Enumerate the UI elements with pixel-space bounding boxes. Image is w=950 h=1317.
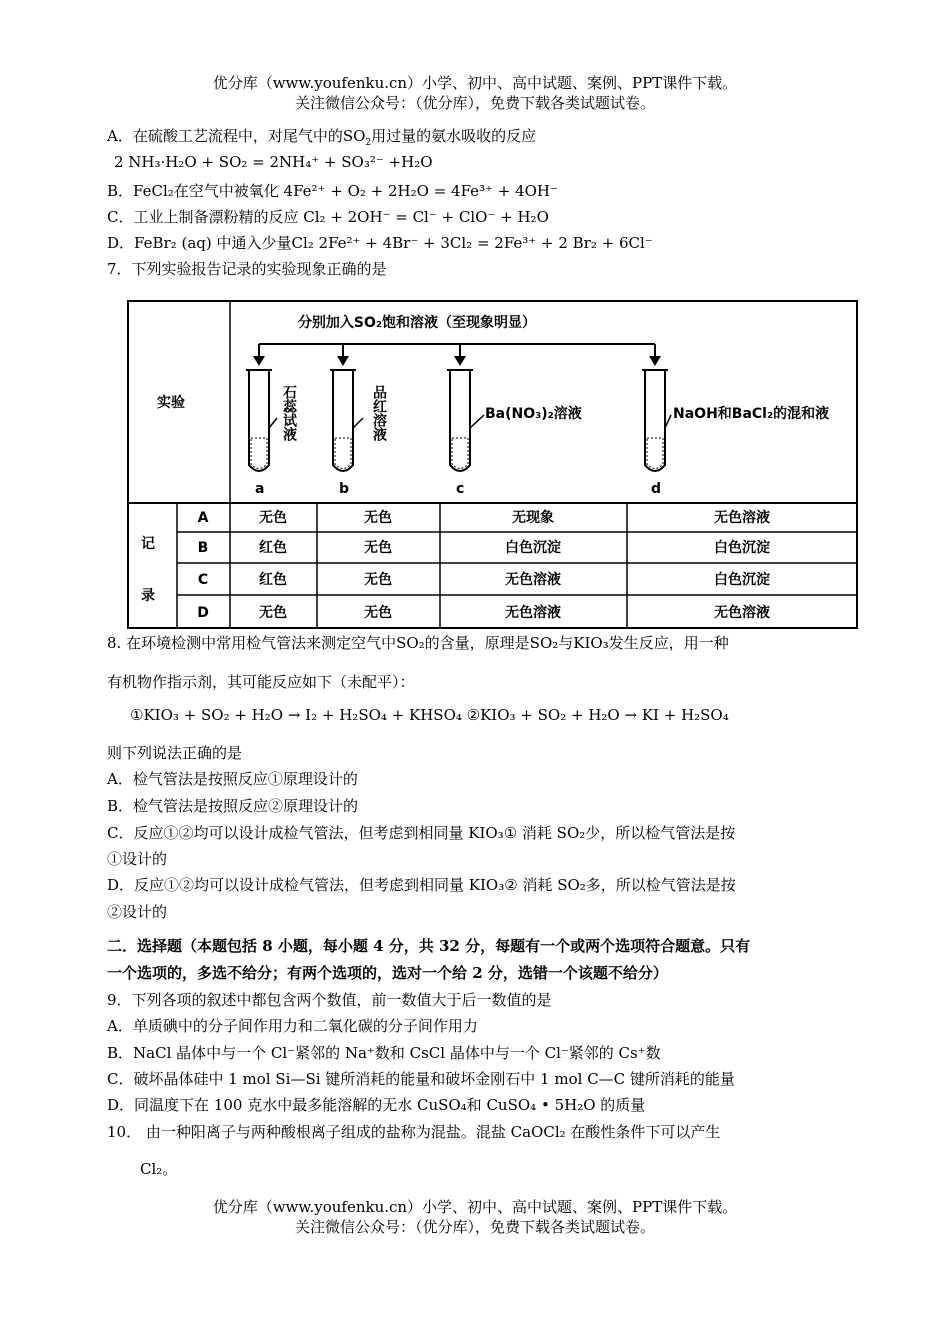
- table-cell: 无色溶液: [505, 605, 561, 621]
- tube-letter-a: a: [255, 481, 265, 497]
- q9-option-c: C．破坏晶体硅中 1 mol Si—Si 键所消耗的能量和破坏金刚石中 1 mol C—C 键所消耗的能量: [107, 1070, 735, 1088]
- q8-option-a: A．检气管法是按照反应①原理设计的: [107, 770, 358, 788]
- tube-letter-c: c: [456, 481, 465, 497]
- tube-b-label: 品红溶液: [371, 385, 387, 441]
- table-cell: 无现象: [512, 510, 554, 526]
- q8-ask: 则下列说法正确的是: [107, 744, 243, 762]
- table-cell: 无色: [259, 605, 287, 621]
- header-line-1: 优分库（www.youfenku.cn）小学、初中、高中试题、案例、PPT课件下载。: [212, 74, 738, 92]
- table-cell: 白色沉淀: [714, 540, 770, 556]
- table-cell: 白色沉淀: [505, 540, 561, 556]
- table-cell: 无色: [364, 510, 392, 526]
- experiment-label: 实验: [157, 395, 185, 411]
- q6-option-a: A．在硫酸工艺流程中，对尾气中的$SO_2$用过量的氨水吸收的反应: [107, 127, 537, 148]
- q6-option-b: B．FeCl₂在空气中被氧化 4Fe²⁺ + O₂ + 2H₂O = 4Fe³⁺ + 4OH⁻: [107, 182, 558, 200]
- row-key: B: [197, 540, 209, 556]
- q6-option-a-equation: 2 NH₃·H₂O + SO₂ = 2NH₄⁺ + SO₃²⁻ +H₂O: [114, 153, 433, 171]
- test-tube-a: [246, 370, 272, 471]
- table-cell: 无色: [364, 540, 392, 556]
- table-cell: 无色: [364, 572, 392, 588]
- q8-reactions: ①KIO₃ + SO₂ + H₂O → I₂ + H₂SO₄ + KHSO₄ ②KIO₃ + SO₂ + H₂O → KI + H₂SO₄: [130, 706, 729, 724]
- q6-option-d: D．FeBr₂ (aq) 中通入少量Cl₂ 2Fe²⁺ + 4Br⁻ + 3Cl₂ = 2Fe³⁺ + 2 Br₂ + 6Cl⁻: [107, 234, 653, 252]
- table-row: [198, 509, 770, 526]
- table-cell: 无色溶液: [714, 605, 770, 621]
- footer-line-2: 关注微信公众号：（优分库），免费下载各类试题试卷。: [294, 1218, 655, 1236]
- record-label-1: 记: [141, 536, 155, 552]
- q9-option-b: B．NaCl 晶体中与一个 Cl⁻紧邻的 Na⁺数和 CsCl 晶体中与一个 Cl⁻紧邻的 Cs⁺数: [107, 1044, 661, 1062]
- q6-option-a-tail: 用过量的氨水吸收的反应: [371, 127, 537, 145]
- table-cell: 白色沉淀: [714, 572, 770, 588]
- experiment-table: [127, 300, 859, 630]
- tube-a-label: 石蕊试液: [281, 385, 297, 441]
- q8-stem-1: 8. 在环境检测中常用检气管法来测定空气中SO₂的含量，原理是SO₂与KIO₃发生反应，用一种: [107, 634, 729, 652]
- table-cell: 无色溶液: [505, 572, 561, 588]
- section2-line-1: 二．选择题（本题包括 8 小题，每小题 4 分，共 32 分，每题有一个或两个选项符合题意。只有: [107, 937, 751, 955]
- q8-option-c-line-2: ①设计的: [107, 850, 168, 868]
- table-row: [198, 539, 770, 556]
- row-key: A: [197, 510, 209, 526]
- table-row: [197, 604, 770, 621]
- tube-letter-d: d: [651, 481, 662, 497]
- q7-stem: 7．下列实验报告记录的实验现象正确的是: [107, 260, 387, 278]
- section2-line-2: 一个选项的，多选不给分；有两个选项的，选对一个给 2 分，选错一个该题不给分）: [107, 964, 668, 982]
- table-cell: 无色溶液: [714, 510, 770, 526]
- q9-option-d: D．同温度下在 100 克水中最多能溶解的无水 CuSO₄和 CuSO₄ • 5H₂O 的质量: [107, 1096, 646, 1114]
- table-cell: 无色: [364, 605, 392, 621]
- footer-line-1: 优分库（www.youfenku.cn）小学、初中、高中试题、案例、PPT课件下载。: [212, 1198, 738, 1216]
- q8-option-c-line-1: C．反应①②均可以设计成检气管法，但考虑到相同量 KIO₃① 消耗 SO₂少，所以检气管法是按: [107, 824, 736, 842]
- tube-letter-b: b: [339, 481, 350, 497]
- tube-c-label: Ba(NO₃)₂溶液: [485, 406, 582, 422]
- table-cell: 红色: [259, 540, 287, 556]
- q9-stem: 9．下列各项的叙述中都包含两个数值，前一数值大于后一数值的是: [107, 991, 552, 1009]
- q10-stem: 10． 由一种阳离子与两种酸根离子组成的盐称为混盐。混盐 CaOCl₂ 在酸性条件下可以产生: [107, 1123, 721, 1141]
- row-key: C: [197, 572, 209, 588]
- tube-d-label: NaOH和BaCl₂的混和液: [673, 406, 830, 422]
- test-tube-c: [447, 370, 473, 471]
- q9-option-a: A．单质碘中的分子间作用力和二氧化碳的分子间作用力: [107, 1017, 478, 1035]
- q6-option-c: C．工业上制备漂粉精的反应 Cl₂ + 2OH⁻ = Cl⁻ + ClO⁻ + H₂O: [107, 208, 549, 226]
- q8-option-d-line-2: ②设计的: [107, 903, 168, 921]
- table-row: [198, 571, 770, 588]
- table-cell: 红色: [259, 572, 287, 588]
- q8-stem-2: 有机物作指示剂，其可能反应如下（未配平）：: [107, 673, 415, 691]
- q8-option-d-line-1: D．反应①②均可以设计成检气管法，但考虑到相同量 KIO₃② 消耗 SO₂多，所以检气管法是按: [107, 876, 736, 894]
- q8-option-b: B．检气管法是按照反应②原理设计的: [107, 797, 359, 815]
- row-key: D: [197, 605, 209, 621]
- table-top-caption: 分别加入SO₂饱和溶液（至现象明显）: [297, 315, 537, 331]
- test-tube-b: [330, 370, 356, 471]
- q10-tail: Cl₂。: [140, 1160, 178, 1178]
- record-label-2: 录: [141, 588, 155, 604]
- q6-option-a-text: A．在硫酸工艺流程中，对尾气中的SO: [107, 127, 366, 145]
- table-cell: 无色: [259, 510, 287, 526]
- header-line-2: 关注微信公众号：（优分库），免费下载各类试题试卷。: [294, 94, 655, 112]
- test-tube-d: [642, 370, 668, 471]
